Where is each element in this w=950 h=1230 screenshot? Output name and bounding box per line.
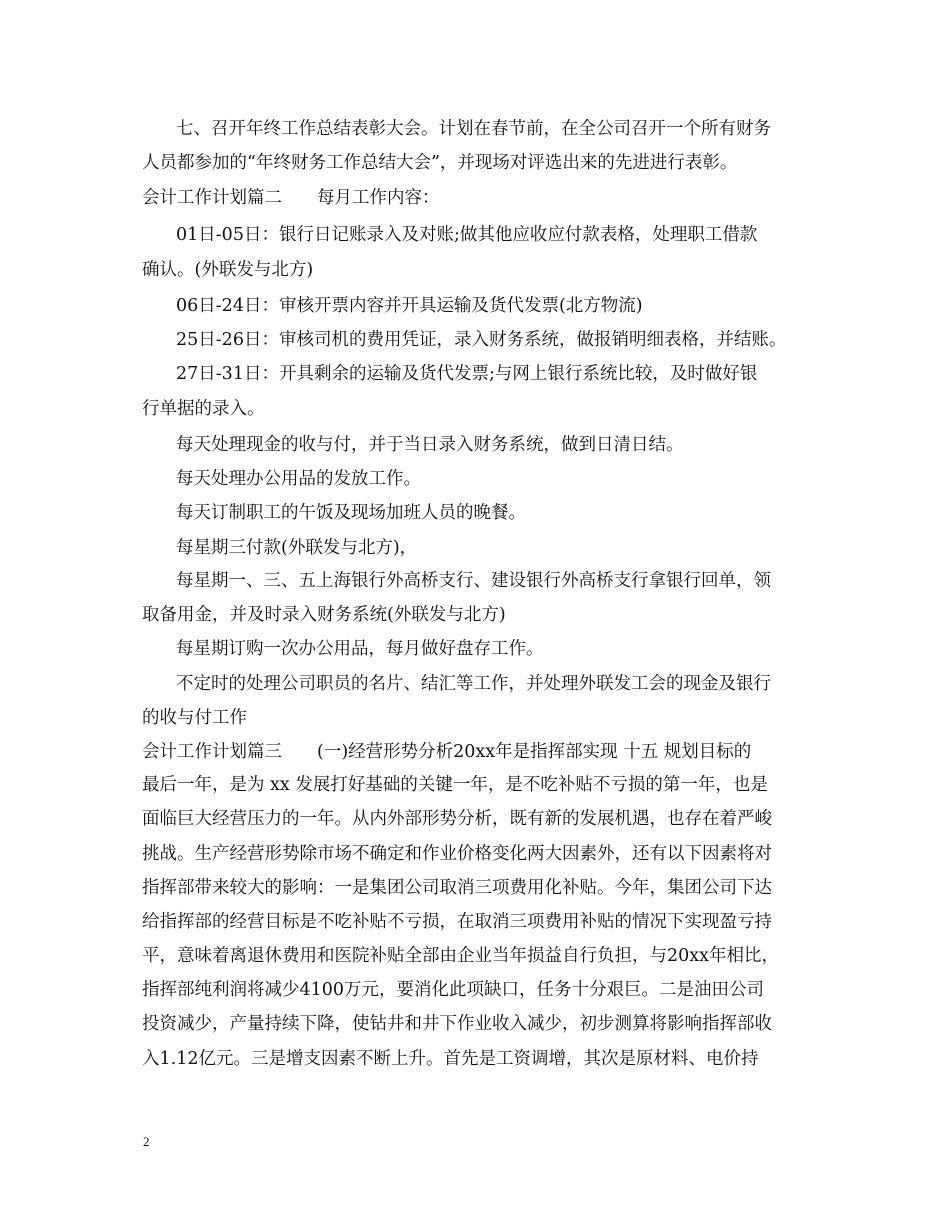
text-line: 不定时的处理公司职员的名片、结汇等工作，并处理外联发工会的现金及银行 — [176, 674, 771, 694]
text-line: 行单据的录入。 — [142, 399, 265, 419]
text-line: 27日-31日：开具剩余的运输及货代发票;与网上银行系统比较，及时做好银 — [176, 364, 758, 384]
text-line: 平，意味着离退休费用和医院补贴全部由企业当年损益自行负担，与20xx年相比， — [142, 946, 780, 966]
text-line: 给指挥部的经营目标是不吃补贴不亏损，在取消三项费用补贴的情况下实现盈亏持 — [142, 912, 772, 932]
text-line: 面临巨大经营压力的一年。从内外部形势分析，既有新的发展机遇，也存在着严峻 — [142, 809, 772, 829]
text-line: 每星期一、三、五上海银行外高桥支行、建设银行外高桥支行拿银行回单，领 — [176, 571, 771, 591]
page-number: 2 — [143, 1134, 150, 1149]
text-line: 挑战。生产经营形势除市场不确定和作业价格变化两大因素外，还有以下因素将对 — [142, 844, 772, 864]
section-heading: 会计工作计划篇三 (一)经营形势分析20xx年是指挥部实现 十五 规划目标的 — [142, 742, 752, 762]
text-line: 最后一年，是为 xx 发展打好基础的关键一年，是不吃补贴不亏损的第一年，也是 — [142, 775, 768, 795]
text-line: 每天订制职工的午饭及现场加班人员的晚餐。 — [176, 503, 526, 523]
text-line: 每天处理现金的收与付，并于当日录入财务系统，做到日清日结。 — [176, 435, 684, 455]
text-line: 06日-24日：审核开票内容并开具运输及货代发票(北方物流) — [176, 296, 643, 316]
text-line: 入1.12亿元。三是增支因素不断上升。首先是工资调增，其次是原材料、电价持 — [142, 1049, 759, 1069]
text-line: 25日-26日：审核司机的费用凭证，录入财务系统，做报销明细表格，并结账。 — [176, 330, 787, 350]
text-line: 01日-05日：银行日记账录入及对账;做其他应收应付款表格，处理职工借款 — [176, 225, 758, 245]
text-line: 投资减少，产量持续下降，使钻井和井下作业收入减少，初步测算将影响指挥部收 — [142, 1014, 772, 1034]
text-line: 每天处理办公用品的发放工作。 — [176, 469, 421, 489]
text-line: 确认。(外联发与北方) — [142, 260, 314, 280]
text-line: 人员都参加的“年终财务工作总结大会”，并现场对评选出来的先进进行表彰。 — [142, 153, 738, 173]
text-line: 每星期三付款(外联发与北方)， — [176, 538, 418, 558]
section-heading: 会计工作计划篇二 每月工作内容： — [142, 188, 440, 208]
text-line: 每星期订购一次办公用品，每月做好盘存工作。 — [176, 639, 544, 659]
text-line: 指挥部带来较大的影响：一是集团公司取消三项费用化补贴。今年，集团公司下达 — [142, 878, 772, 898]
text-line: 取备用金，并及时录入财务系统(外联发与北方) — [142, 605, 506, 625]
text-line: 七、召开年终工作总结表彰大会。计划在春节前，在全公司召开一个所有财务 — [176, 119, 771, 139]
text-line: 的收与付工作 — [142, 708, 247, 728]
text-line: 指挥部纯利润将减少4100万元，要消化此项缺口，任务十分艰巨。二是油田公司 — [142, 980, 765, 1000]
